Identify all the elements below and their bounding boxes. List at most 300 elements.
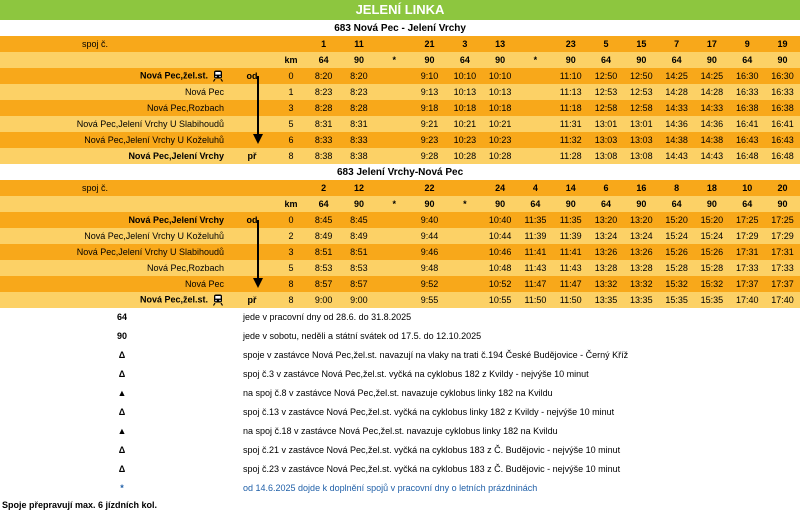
departure-time: 10:18 [447, 100, 482, 116]
departure-time [447, 276, 482, 292]
stop-label: Nová Pec,Rozbach [146, 263, 224, 273]
departure-time: 11:43 [553, 260, 588, 276]
departure-time: 10:13 [482, 84, 517, 100]
note-symbol: ▲ [117, 388, 127, 398]
trip-number: 19 [765, 36, 800, 52]
departure-time: 8:57 [341, 276, 376, 292]
note-symbol: 64 [116, 312, 127, 322]
direction-mark: od [228, 212, 276, 228]
trip-number: 16 [624, 180, 659, 196]
note-item [0, 422, 800, 441]
note-item [0, 479, 800, 498]
stop-label: Nová Pec,Jelení Vrchy U Koželuhů [84, 231, 224, 241]
departure-time [447, 212, 482, 228]
departure-time: 13:01 [588, 116, 623, 132]
departure-time [377, 84, 412, 100]
service-code: 64 [306, 52, 341, 68]
departure-time: 16:30 [730, 68, 765, 84]
departure-time: 11:35 [553, 212, 588, 228]
departure-time: 8:45 [306, 212, 341, 228]
departure-time: 8:49 [341, 228, 376, 244]
departure-time: 15:26 [694, 244, 729, 260]
stop-km: 8 [276, 276, 306, 292]
departure-time: 9:46 [412, 244, 447, 260]
service-code: 90 [553, 196, 588, 212]
departure-time [518, 84, 553, 100]
page-title: JELENÍ LINKA [0, 0, 800, 20]
departure-time: 8:33 [306, 132, 341, 148]
note-item [0, 403, 800, 422]
departure-time: 16:48 [765, 148, 800, 164]
departure-time: 11:18 [553, 100, 588, 116]
spoj-label: spoj č. [0, 180, 228, 196]
service-code: 90 [341, 196, 376, 212]
trip-number [377, 36, 412, 52]
service-code: 64 [659, 52, 694, 68]
departure-time: 14:36 [659, 116, 694, 132]
departure-time: 11:35 [518, 212, 553, 228]
departure-time: 13:35 [624, 292, 659, 308]
departure-time: 13:01 [624, 116, 659, 132]
departure-time: 10:10 [482, 68, 517, 84]
departure-time: 15:28 [659, 260, 694, 276]
departure-time: 13:24 [588, 228, 623, 244]
departure-time [377, 132, 412, 148]
service-code: 64 [588, 52, 623, 68]
note-text: spoj č.23 v zastávce Nová Pec,žel.st. vyčká na cyklobus 183 z Č. Budějovic - nejvýše 10 minut [243, 464, 621, 474]
departure-time: 16:30 [765, 68, 800, 84]
trip-number: 4 [518, 180, 553, 196]
departure-time: 11:10 [553, 68, 588, 84]
departure-time [377, 276, 412, 292]
stop-name [0, 244, 228, 260]
departure-time [518, 68, 553, 84]
departure-time: 10:28 [482, 148, 517, 164]
trip-number: 20 [765, 180, 800, 196]
departure-time: 9:28 [412, 148, 447, 164]
stop-name [0, 68, 228, 84]
trip-number: 5 [588, 36, 623, 52]
note-item [0, 365, 800, 384]
departure-time: 10:40 [482, 212, 517, 228]
departure-time: 11:47 [518, 276, 553, 292]
trip-number: 2 [306, 180, 341, 196]
stop-km: 3 [276, 100, 306, 116]
departure-time: 10:13 [447, 84, 482, 100]
departure-time: 11:43 [518, 260, 553, 276]
departure-time: 8:45 [341, 212, 376, 228]
departure-time: 17:33 [765, 260, 800, 276]
trip-number: 9 [730, 36, 765, 52]
departure-time: 16:41 [765, 116, 800, 132]
stop-name [0, 100, 228, 116]
departure-time: 10:23 [447, 132, 482, 148]
departure-time: 14:43 [694, 148, 729, 164]
departure-time: 11:41 [553, 244, 588, 260]
departure-time [518, 148, 553, 164]
stop-label: Nová Pec,Rozbach [146, 103, 224, 113]
departure-time: 15:35 [694, 292, 729, 308]
departure-time: 17:33 [730, 260, 765, 276]
train-icon [212, 70, 224, 82]
trip-number: 8 [659, 180, 694, 196]
departure-time: 16:43 [765, 132, 800, 148]
departure-time [518, 132, 553, 148]
departure-time: 8:23 [306, 84, 341, 100]
departure-time: 13:32 [624, 276, 659, 292]
note-item [0, 460, 800, 479]
departure-time: 12:53 [588, 84, 623, 100]
stop-label: Nová Pec,Jelení Vrchy U Koželuhů [84, 135, 224, 145]
direction-arrow-icon [252, 220, 264, 290]
service-code: 90 [341, 52, 376, 68]
stop-km: 1 [276, 84, 306, 100]
departure-time: 15:35 [659, 292, 694, 308]
departure-time: 13:35 [588, 292, 623, 308]
departure-time: 17:37 [730, 276, 765, 292]
note-symbol: Δ [118, 445, 126, 455]
note-item [0, 346, 800, 365]
departure-time: 15:20 [659, 212, 694, 228]
departure-time [377, 292, 412, 308]
departure-time: 10:28 [447, 148, 482, 164]
departure-time: 9:18 [412, 100, 447, 116]
trip-number: 6 [588, 180, 623, 196]
service-code: * [377, 52, 412, 68]
stop-km: 3 [276, 244, 306, 260]
departure-time: 13:28 [624, 260, 659, 276]
departure-time: 10:44 [482, 228, 517, 244]
note-text: spoj č.13 v zastávce Nová Pec,žel.st. vyčká na cyklobus linky 182 z Kvildy - nejvýše 10 minut [243, 407, 615, 417]
stop-name [0, 212, 228, 228]
stop-label: Nová Pec [184, 87, 224, 97]
departure-time: 9:00 [306, 292, 341, 308]
departure-time: 10:46 [482, 244, 517, 260]
departure-time: 9:00 [341, 292, 376, 308]
stop-km: 5 [276, 116, 306, 132]
stop-name [0, 84, 228, 100]
service-code: 90 [765, 196, 800, 212]
note-symbol: Δ [118, 350, 126, 360]
departure-time: 16:48 [730, 148, 765, 164]
departure-time: 13:26 [588, 244, 623, 260]
departure-time: 13:26 [624, 244, 659, 260]
trip-number: 17 [694, 36, 729, 52]
departure-time [377, 260, 412, 276]
departure-time: 17:29 [730, 228, 765, 244]
service-code: 64 [659, 196, 694, 212]
departure-time: 11:47 [553, 276, 588, 292]
note-text: spoj č.21 v zastávce Nová Pec,žel.st. vyčká na cyklobus 183 z Č. Budějovic - nejvýše 10 minut [243, 445, 621, 455]
departure-time: 9:48 [412, 260, 447, 276]
departure-time: 8:31 [341, 116, 376, 132]
stop-name [0, 116, 228, 132]
departure-time: 14:36 [694, 116, 729, 132]
stop-label: Nová Pec,Jelení Vrchy U Slabihoudů [76, 119, 224, 129]
trip-number [518, 36, 553, 52]
note-text: spoje v zastávce Nová Pec,žel.st. navazují na vlaky na trati č.194 České Budějovice - Černý Kříž [243, 350, 629, 360]
stop-label: Nová Pec,žel.st. [139, 294, 208, 305]
service-code: 90 [482, 196, 517, 212]
departure-time: 9:23 [412, 132, 447, 148]
departure-time: 17:31 [765, 244, 800, 260]
departure-time: 17:31 [730, 244, 765, 260]
departure-time: 14:43 [659, 148, 694, 164]
departure-time: 8:20 [306, 68, 341, 84]
departure-time: 13:20 [624, 212, 659, 228]
note-item [0, 308, 800, 327]
trip-number: 3 [447, 36, 482, 52]
departure-time: 14:33 [659, 100, 694, 116]
service-code: 90 [694, 52, 729, 68]
departure-time: 8:28 [341, 100, 376, 116]
departure-time: 9:52 [412, 276, 447, 292]
stop-km: 6 [276, 132, 306, 148]
note-text: jede v pracovní dny od 28.6. do 31.8.2025 [243, 312, 412, 322]
departure-time: 10:48 [482, 260, 517, 276]
departure-time: 9:44 [412, 228, 447, 244]
departure-time: 13:08 [588, 148, 623, 164]
trip-number: 13 [482, 36, 517, 52]
departure-time: 14:33 [694, 100, 729, 116]
note-symbol: Δ [118, 407, 126, 417]
departure-time: 15:28 [694, 260, 729, 276]
departure-time: 8:31 [306, 116, 341, 132]
stop-label: Nová Pec,Jelení Vrchy [128, 215, 224, 225]
departure-time: 13:28 [588, 260, 623, 276]
departure-time: 17:40 [765, 292, 800, 308]
service-code: * [518, 52, 553, 68]
trip-number: 18 [694, 180, 729, 196]
departure-time: 10:52 [482, 276, 517, 292]
direction-arrow-icon [252, 76, 264, 146]
direction-mark: př [228, 292, 276, 308]
departure-time: 11:32 [553, 132, 588, 148]
stop-name [0, 292, 228, 308]
departure-time [377, 116, 412, 132]
notes-list [0, 308, 800, 498]
stop-name [0, 260, 228, 276]
departure-time: 17:37 [765, 276, 800, 292]
service-code: * [377, 196, 412, 212]
stop-name [0, 148, 228, 164]
departure-time: 10:21 [447, 116, 482, 132]
departure-time: 8:33 [341, 132, 376, 148]
departure-time: 13:32 [588, 276, 623, 292]
departure-time: 17:25 [765, 212, 800, 228]
departure-time: 9:13 [412, 84, 447, 100]
timetable-return [0, 164, 800, 308]
note-symbol: * [120, 483, 124, 493]
service-code: 64 [730, 196, 765, 212]
stop-name [0, 228, 228, 244]
departure-time: 9:55 [412, 292, 447, 308]
departure-time: 11:39 [518, 228, 553, 244]
departure-time: 16:38 [765, 100, 800, 116]
trip-number: 12 [341, 180, 376, 196]
departure-time: 17:25 [730, 212, 765, 228]
departure-time: 14:38 [694, 132, 729, 148]
departure-time: 10:55 [482, 292, 517, 308]
departure-time: 9:21 [412, 116, 447, 132]
departure-time: 15:24 [694, 228, 729, 244]
note-text: jede v sobotu, neděli a státní svátek od 17.5. do 12.10.2025 [243, 331, 482, 341]
departure-time: 12:58 [588, 100, 623, 116]
departure-time [377, 100, 412, 116]
stop-km: 0 [276, 212, 306, 228]
table-heading: 683 Nová Pec - Jelení Vrchy [0, 20, 800, 36]
trip-number: 1 [306, 36, 341, 52]
departure-time [377, 228, 412, 244]
departure-time [377, 212, 412, 228]
note-item [0, 327, 800, 346]
departure-time [447, 292, 482, 308]
spoj-label: spoj č. [0, 36, 228, 52]
departure-time: 15:32 [694, 276, 729, 292]
note-item [0, 441, 800, 460]
note-symbol: Δ [118, 464, 126, 474]
departure-time: 16:33 [730, 84, 765, 100]
stop-name [0, 276, 228, 292]
trip-number: 14 [553, 180, 588, 196]
departure-time: 13:24 [624, 228, 659, 244]
trip-number: 7 [659, 36, 694, 52]
departure-time: 16:43 [730, 132, 765, 148]
departure-time: 8:49 [306, 228, 341, 244]
departure-time [447, 244, 482, 260]
service-code: 64 [518, 196, 553, 212]
departure-time: 8:20 [341, 68, 376, 84]
departure-time: 15:26 [659, 244, 694, 260]
departure-time: 10:23 [482, 132, 517, 148]
departure-time: 8:38 [341, 148, 376, 164]
departure-time: 12:58 [624, 100, 659, 116]
departure-time: 9:40 [412, 212, 447, 228]
departure-time [447, 228, 482, 244]
departure-time [518, 100, 553, 116]
departure-time: 14:28 [659, 84, 694, 100]
service-code: 90 [412, 52, 447, 68]
trip-number: 15 [624, 36, 659, 52]
stop-label: Nová Pec,Jelení Vrchy U Slabihoudů [76, 247, 224, 257]
departure-time: 12:50 [624, 68, 659, 84]
departure-time: 15:24 [659, 228, 694, 244]
departure-time: 8:38 [306, 148, 341, 164]
departure-time: 8:53 [306, 260, 341, 276]
note-text: spoj č.3 v zastávce Nová Pec,žel.st. vyčká na cyklobus 182 z Kvildy - nejvýše 10 minut [243, 369, 589, 379]
departure-time: 11:41 [518, 244, 553, 260]
departure-time: 11:28 [553, 148, 588, 164]
departure-time [377, 244, 412, 260]
service-code: 90 [694, 196, 729, 212]
direction-mark: od [228, 68, 276, 84]
trip-number [447, 180, 482, 196]
departure-time: 13:03 [588, 132, 623, 148]
timetable-outbound [0, 20, 800, 164]
departure-time: 8:51 [341, 244, 376, 260]
trip-number: 21 [412, 36, 447, 52]
stop-km: 8 [276, 292, 306, 308]
note-symbol: 90 [116, 331, 127, 341]
departure-time: 16:33 [765, 84, 800, 100]
note-text: na spoj č.8 v zastávce Nová Pec,žel.st. navazuje cyklobus linky 182 na Kvildu [243, 388, 553, 398]
departure-time: 10:18 [482, 100, 517, 116]
service-code: 90 [553, 52, 588, 68]
km-label: km [276, 52, 306, 68]
departure-time: 12:50 [588, 68, 623, 84]
departure-time: 13:08 [624, 148, 659, 164]
departure-time: 14:28 [694, 84, 729, 100]
departure-time: 14:25 [694, 68, 729, 84]
departure-time: 8:23 [341, 84, 376, 100]
departure-time: 16:38 [730, 100, 765, 116]
departure-time: 11:13 [553, 84, 588, 100]
departure-time: 14:38 [659, 132, 694, 148]
departure-time [377, 148, 412, 164]
departure-time: 9:10 [412, 68, 447, 84]
trip-number [377, 180, 412, 196]
departure-time [447, 260, 482, 276]
departure-time: 16:41 [730, 116, 765, 132]
departure-time: 8:57 [306, 276, 341, 292]
service-code: 64 [447, 52, 482, 68]
departure-time: 11:31 [553, 116, 588, 132]
departure-time: 13:03 [624, 132, 659, 148]
departure-time [377, 68, 412, 84]
departure-time: 11:50 [518, 292, 553, 308]
trip-number: 22 [412, 180, 447, 196]
departure-time: 11:39 [553, 228, 588, 244]
note-item [0, 384, 800, 403]
train-icon [212, 294, 224, 306]
departure-time: 8:28 [306, 100, 341, 116]
service-code: 64 [588, 196, 623, 212]
departure-time: 14:25 [659, 68, 694, 84]
trip-number: 11 [341, 36, 376, 52]
service-code: * [447, 196, 482, 212]
departure-time: 10:10 [447, 68, 482, 84]
departure-time: 11:50 [553, 292, 588, 308]
trip-number: 24 [482, 180, 517, 196]
stop-label: Nová Pec,Jelení Vrchy [128, 151, 224, 161]
footer-note: Spoje přepravují max. 6 jízdních kol. [2, 500, 158, 510]
departure-time: 17:40 [730, 292, 765, 308]
stop-name [0, 132, 228, 148]
stop-km: 2 [276, 228, 306, 244]
departure-time: 15:20 [694, 212, 729, 228]
trip-number: 23 [553, 36, 588, 52]
direction-mark: př [228, 148, 276, 164]
departure-time: 12:53 [624, 84, 659, 100]
departure-time: 13:20 [588, 212, 623, 228]
trip-number: 10 [730, 180, 765, 196]
service-code: 64 [306, 196, 341, 212]
service-code: 64 [730, 52, 765, 68]
service-code: 90 [482, 52, 517, 68]
service-code: 90 [624, 196, 659, 212]
service-code: 90 [412, 196, 447, 212]
stop-km: 5 [276, 260, 306, 276]
departure-time: 17:29 [765, 228, 800, 244]
km-label: km [276, 196, 306, 212]
note-symbol: Δ [118, 369, 126, 379]
departure-time [518, 116, 553, 132]
note-text: od 14.6.2025 dojde k doplnění spojů v pracovní dny o letních prázdninách [243, 483, 538, 493]
stop-km: 8 [276, 148, 306, 164]
note-text: na spoj č.18 v zastávce Nová Pec,žel.st. navazuje cyklobus linky 182 na Kvildu [243, 426, 558, 436]
stop-km: 0 [276, 68, 306, 84]
departure-time: 8:53 [341, 260, 376, 276]
